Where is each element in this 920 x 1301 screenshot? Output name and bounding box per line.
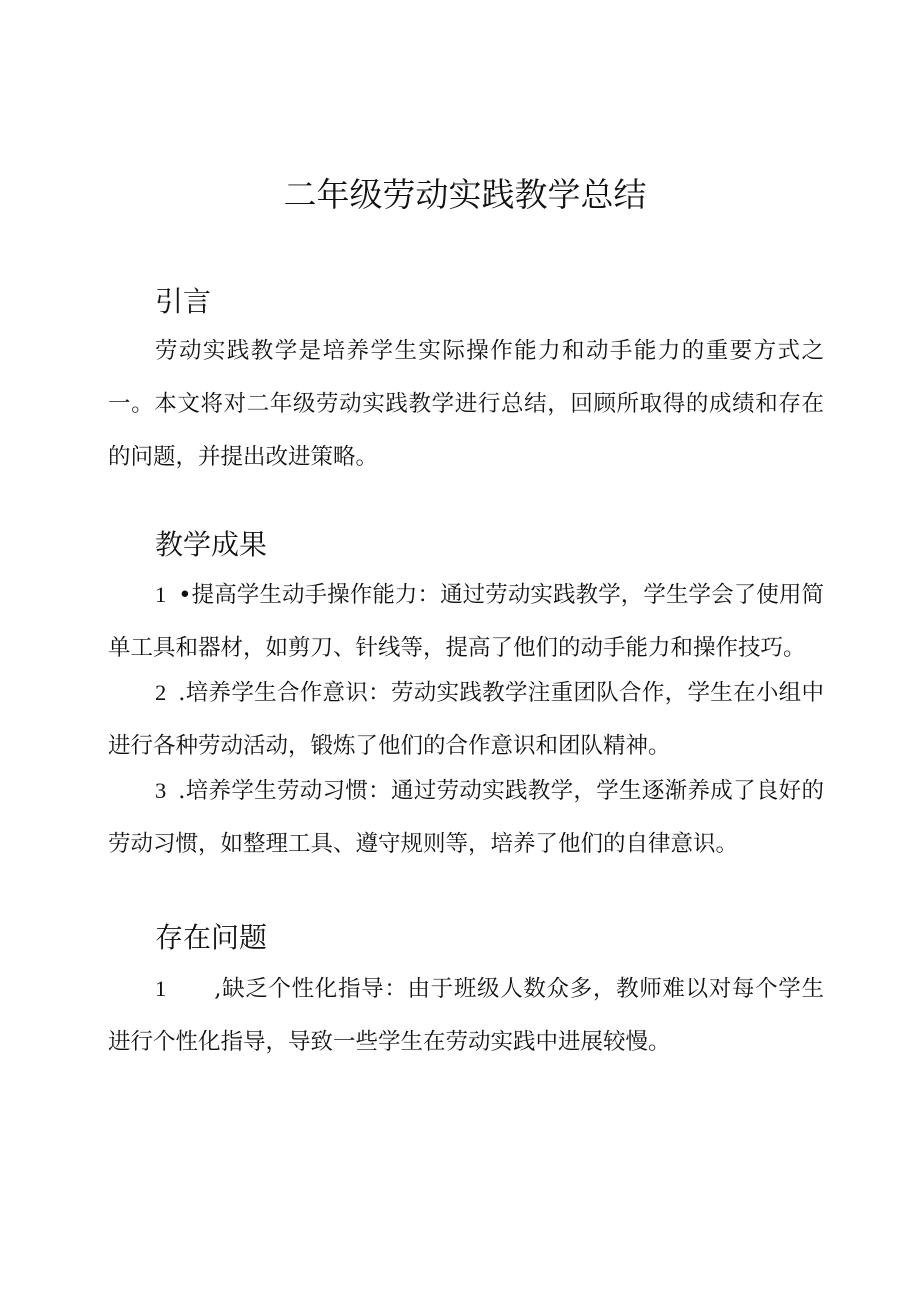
- intro-paragraph: 劳动实践教学是培养学生实际操作能力和动手能力的重要方式之一。本文将对二年级劳动实践教学进行总结，回顾所取得的成绩和存在的问题，并提出改进策略。: [108, 338, 824, 470]
- item-text: 提高学生动手操作能力：通过劳动实践教学，学生学会了使用简单工具和器材，如剪刀、针线等，提高了他们的动手能力和操作技巧。: [108, 582, 824, 661]
- item-separator: •: [178, 582, 192, 608]
- item-text: 缺乏个性化指导：由于班级人数众多，教师难以对每个学生进行个性化指导，导致一些学生在劳动实践中进展较慢。: [108, 976, 824, 1055]
- problems-item-1: [108, 962, 824, 1069]
- item-number: 2: [155, 680, 167, 705]
- section-heading-problems: 存在问题: [155, 921, 268, 954]
- section-heading-results: 教学成果: [155, 528, 268, 561]
- document-title: 二年级劳动实践教学总结: [283, 175, 647, 214]
- item-separator: ,: [214, 976, 222, 1002]
- item-separator: .: [178, 680, 186, 706]
- item-number: 3: [155, 778, 167, 803]
- item-number: 1: [155, 976, 167, 1001]
- results-item-2: [108, 666, 824, 773]
- item-text: 培养学生合作意识：劳动实践教学注重团队合作，学生在小组中进行各种劳动活动，锻炼了他们的合作意识和团队精神。: [108, 680, 824, 759]
- results-item-3: [108, 764, 824, 871]
- section-heading-intro: 引言: [155, 285, 212, 318]
- item-separator: .: [178, 778, 186, 804]
- results-item-1: [108, 568, 824, 675]
- item-text: 培养学生劳动习惯：通过劳动实践教学，学生逐渐养成了良好的劳动习惯，如整理工具、遵守规则等，培养了他们的自律意识。: [108, 778, 824, 857]
- item-number: 1: [155, 582, 167, 607]
